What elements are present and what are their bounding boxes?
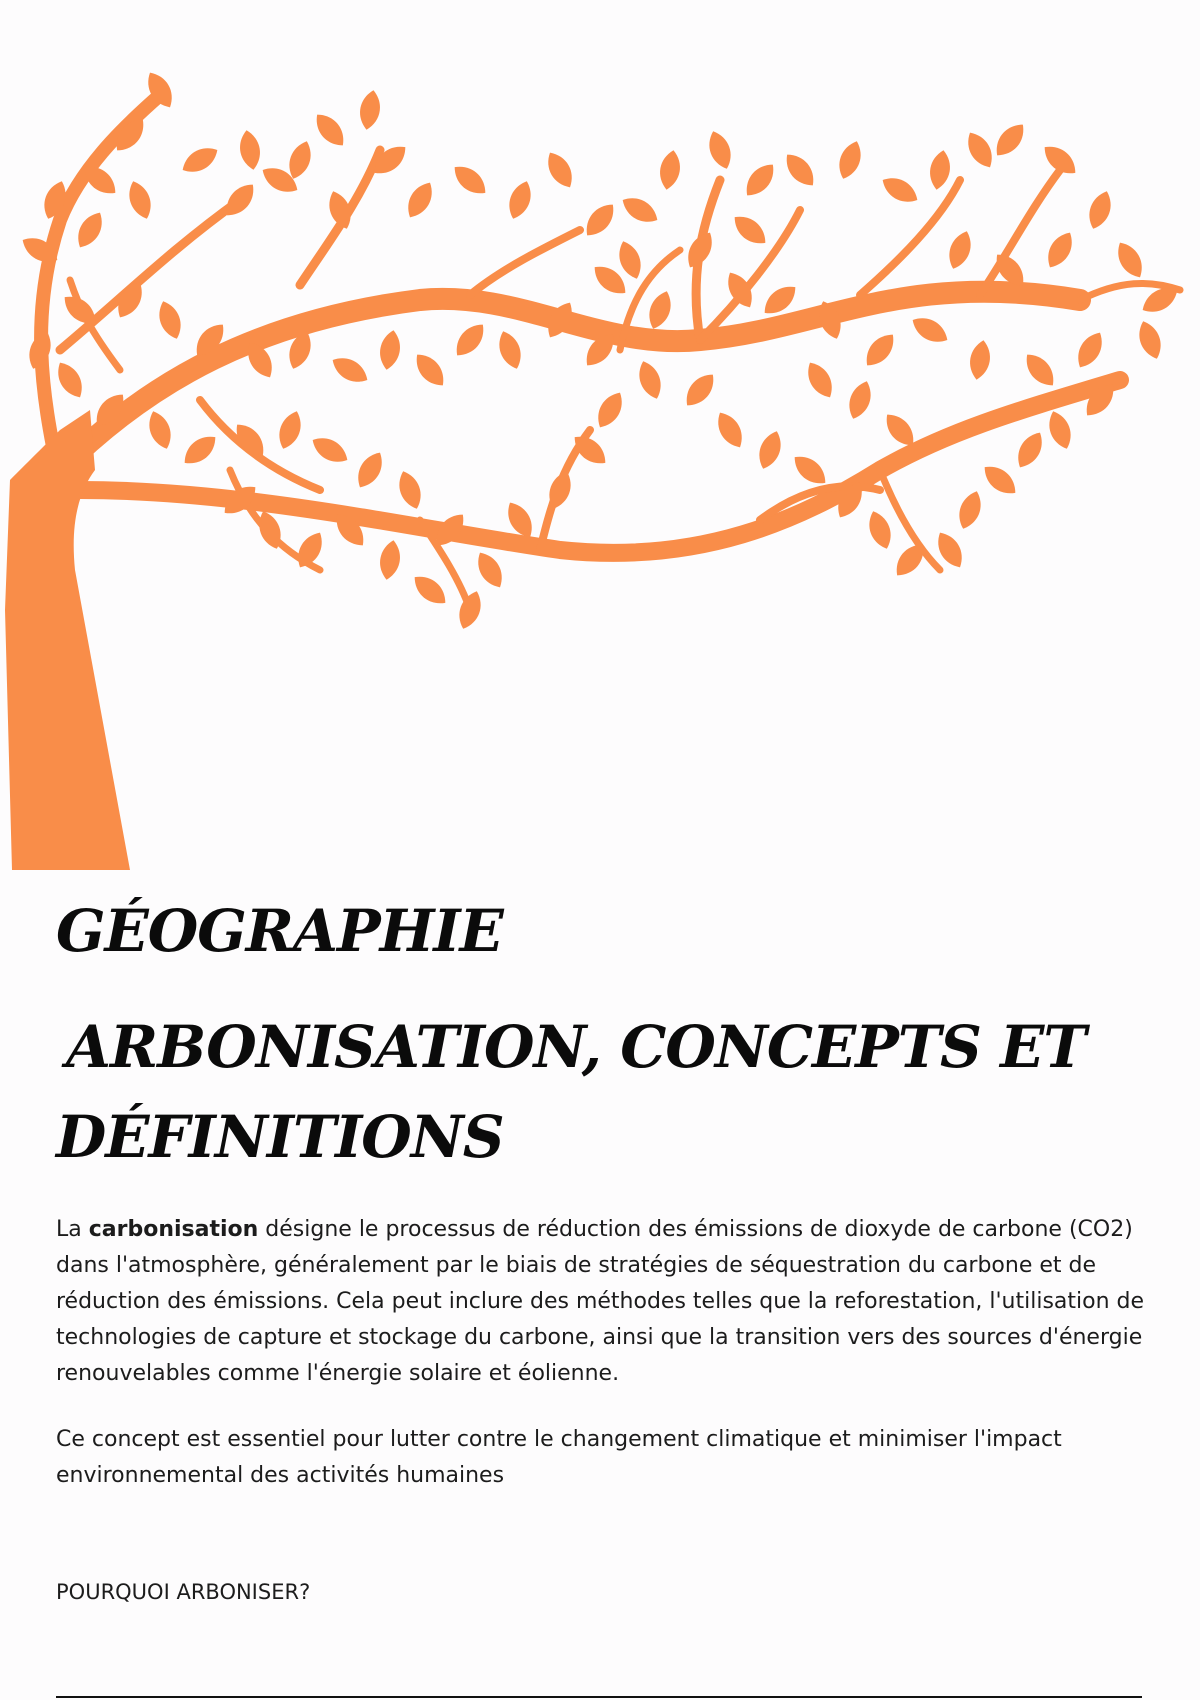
intro-paragraph <box>56 1212 1156 1392</box>
intro-prefix: La <box>56 1217 89 1242</box>
concept-paragraph: Ce concept est essentiel pour lutter contre le changement climatique et minimiser l'impact environnemental des activités humaines <box>56 1427 1062 1488</box>
subtitle-line-1: ARBONISATION, CONCEPTS ET <box>66 1013 1086 1081</box>
page-title: GÉOGRAPHIE <box>56 897 503 965</box>
tree-illustration-icon <box>0 50 1200 880</box>
divider-line <box>56 1696 1142 1698</box>
intro-term: carbonisation <box>88 1217 259 1242</box>
intro-text: désigne le processus de réduction des émissions de dioxyde de carbone (CO2) dans l'atmosphère, généralement par le biais de stratégies de séquestration du carbone et de réduction des émissions. Cela peut inclure des méthodes telles que la reforestation, l'utilisation de technologies de capture et stockage du carbone, ainsi que la transition vers des sources d'énergie renouvelables comme l'énergie solaire et éolienne. <box>56 1217 1145 1386</box>
subtitle-line-2: DÉFINITIONS <box>56 1103 504 1171</box>
section-question: POURQUOI ARBONISER? <box>56 1580 311 1604</box>
